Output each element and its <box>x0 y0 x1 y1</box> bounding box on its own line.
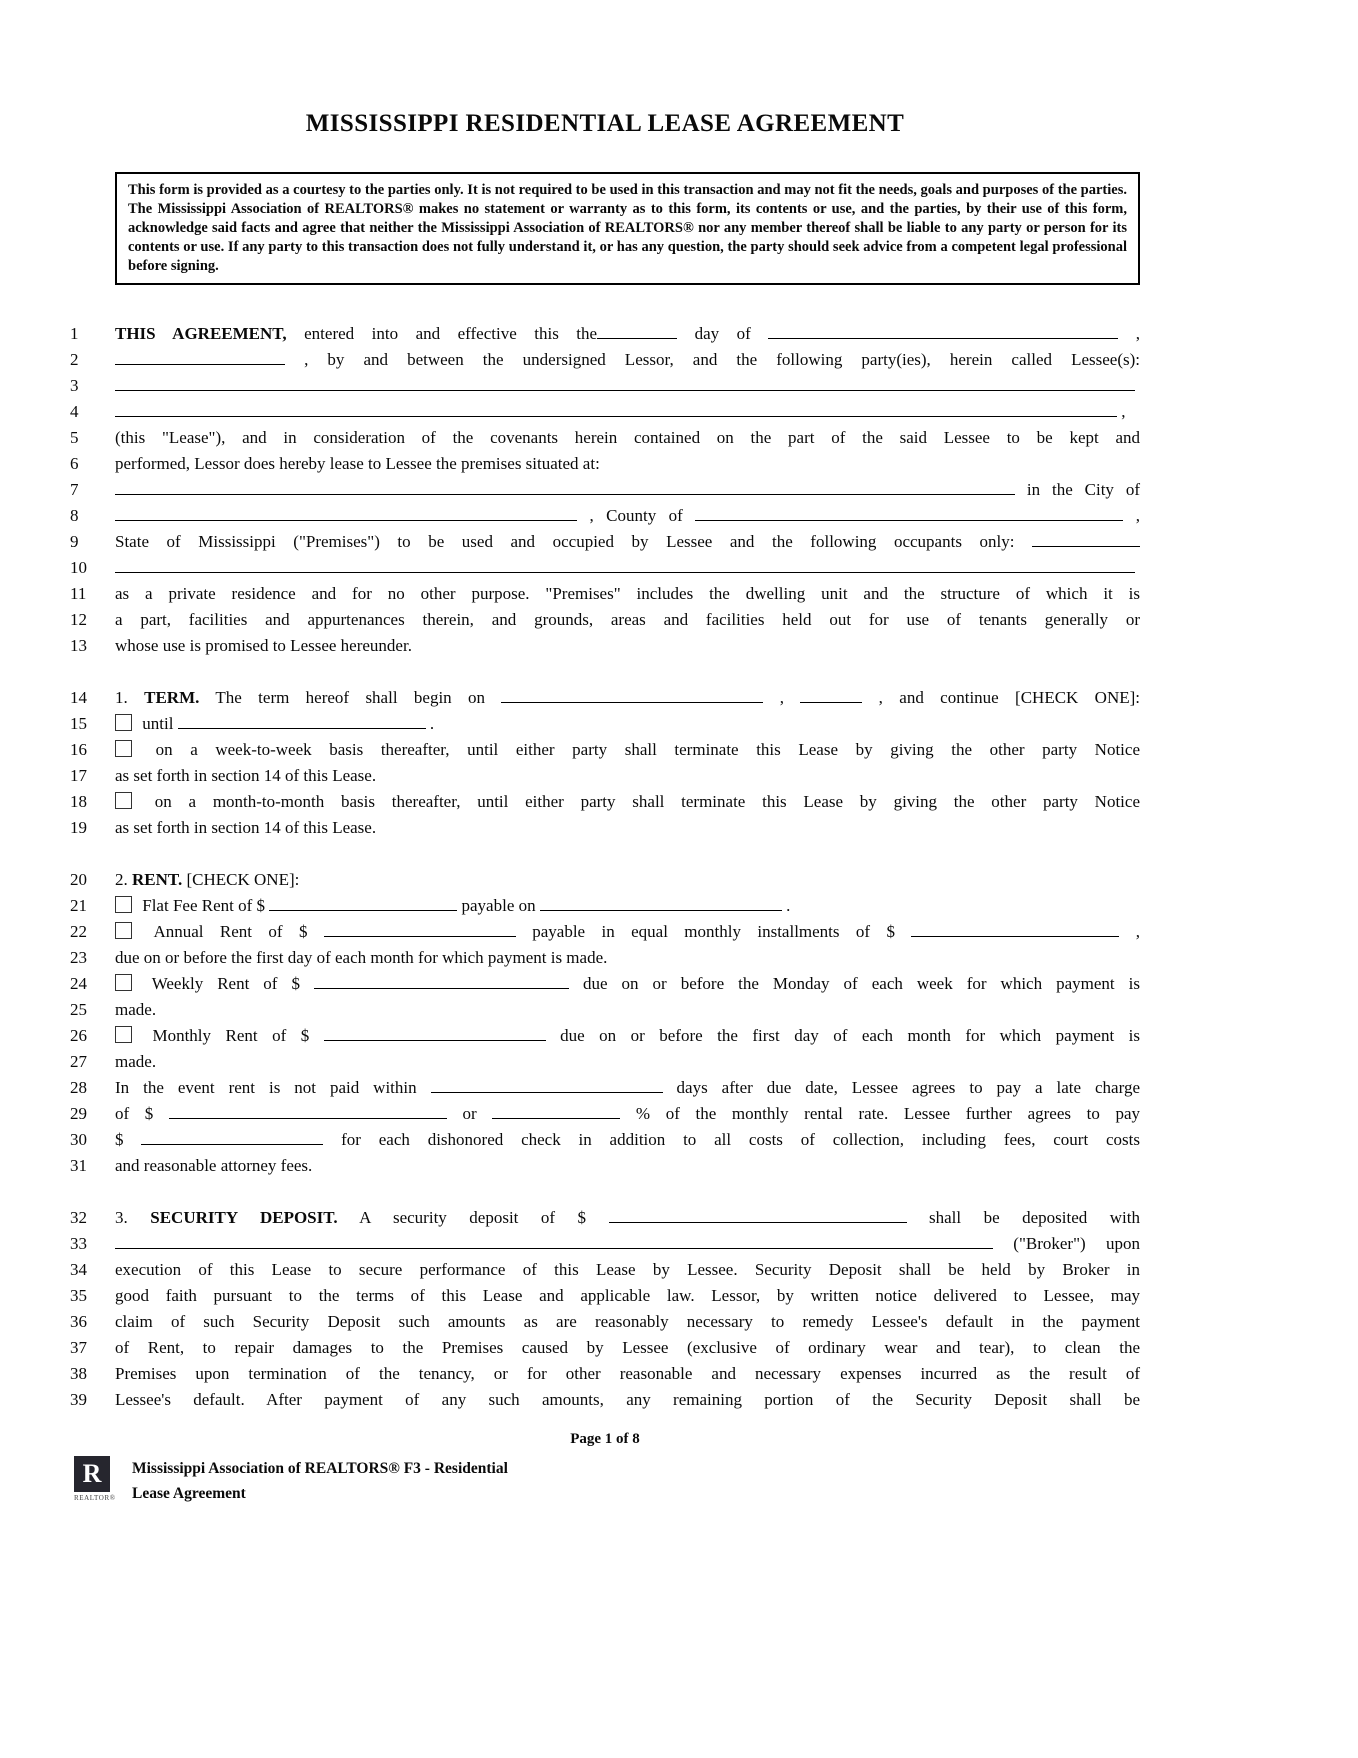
document-line <box>70 711 1140 737</box>
document-line <box>70 1361 1140 1387</box>
document-line <box>70 477 1140 503</box>
blank-field[interactable] <box>324 1026 546 1041</box>
line-text: $ <box>115 1130 142 1149</box>
line-text: THIS AGREEMENT, <box>115 324 287 343</box>
line-content <box>115 763 1140 789</box>
line-content <box>115 1231 1140 1257</box>
line-text: State of Mississippi ("Premises") to be used and occupied by Lessee and the following occupants only: <box>115 532 1032 551</box>
document-line <box>70 867 1140 893</box>
realtor-logo <box>74 1456 118 1502</box>
line-content <box>115 529 1140 555</box>
line-content <box>115 425 1140 451</box>
blank-field[interactable] <box>115 402 1117 417</box>
document-line <box>70 1205 1140 1231</box>
line-text: 2. <box>115 870 132 889</box>
checkbox[interactable] <box>115 974 132 991</box>
line-content <box>115 971 1140 997</box>
line-text: , <box>763 688 801 707</box>
checkbox[interactable] <box>115 896 132 913</box>
line-text: day of <box>677 324 769 343</box>
document-line <box>70 763 1140 789</box>
line-text: , <box>1118 324 1141 343</box>
line-text: shall be deposited with <box>906 1208 1141 1227</box>
line-number: 5 <box>70 428 79 447</box>
line-text: , and continue [CHECK ONE]: <box>862 688 1141 707</box>
line-number: 19 <box>70 818 87 837</box>
line-content <box>115 1309 1140 1335</box>
line-text: . <box>781 896 791 915</box>
line-text: TERM. <box>144 688 200 707</box>
line-number: 32 <box>70 1208 87 1227</box>
footer-brand <box>74 1456 1140 1506</box>
line-content <box>115 1075 1140 1101</box>
line-text: until <box>138 714 178 733</box>
blank-field[interactable] <box>492 1104 620 1119</box>
line-content <box>115 1361 1140 1387</box>
line-content <box>115 347 1140 373</box>
document-line <box>70 607 1140 633</box>
line-text: (this "Lease"), and in consideration of the covenants herein contained on the part of the said Lessee to be kept and <box>115 428 1140 447</box>
document-line <box>70 789 1140 815</box>
line-number: 11 <box>70 584 87 603</box>
line-number: 2 <box>70 350 79 369</box>
line-number: 15 <box>70 714 87 733</box>
line-content <box>115 373 1140 399</box>
line-number: 9 <box>70 532 79 551</box>
document-line <box>70 1023 1140 1049</box>
blank-field[interactable] <box>115 506 577 521</box>
line-text: , <box>1117 402 1126 421</box>
line-content <box>115 893 1140 919</box>
line-text: A security deposit of $ <box>337 1208 609 1227</box>
line-number: 33 <box>70 1234 87 1253</box>
line-content <box>115 451 1140 477</box>
line-text: payable on <box>457 896 540 915</box>
blank-field[interactable] <box>800 688 862 703</box>
line-content <box>115 1023 1140 1049</box>
line-content <box>115 607 1140 633</box>
line-number: 6 <box>70 454 79 473</box>
line-number: 17 <box>70 766 87 785</box>
blank-field[interactable] <box>431 1078 663 1093</box>
line-text: . <box>425 714 435 733</box>
document-line <box>70 1153 1140 1179</box>
line-number: 35 <box>70 1286 87 1305</box>
line-number: 21 <box>70 896 87 915</box>
document-line <box>70 1127 1140 1153</box>
line-number: 7 <box>70 480 79 499</box>
line-number: 4 <box>70 402 79 421</box>
document-line <box>70 1231 1140 1257</box>
line-content <box>115 1049 1140 1075</box>
document-line <box>70 997 1140 1023</box>
line-text: payable in equal monthly installments of $ <box>515 922 912 941</box>
line-content <box>115 633 1140 659</box>
line-text: ("Broker") upon <box>993 1234 1140 1253</box>
line-content <box>115 1335 1140 1361</box>
line-text: Flat Fee Rent of $ <box>138 896 270 915</box>
line-number: 28 <box>70 1078 87 1097</box>
line-content <box>115 1205 1140 1231</box>
line-number: 12 <box>70 610 87 629</box>
document-line <box>70 529 1140 555</box>
document-line <box>70 555 1140 581</box>
line-text: made. <box>115 1052 157 1071</box>
line-text: made. <box>115 1000 157 1019</box>
disclaimer-box <box>115 172 1140 285</box>
blank-field[interactable] <box>768 324 1118 339</box>
blank-field[interactable] <box>115 558 1135 573</box>
line-number: 31 <box>70 1156 87 1175</box>
line-text: of Rent, to repair damages to the Premises caused by Lessee (exclusive of ordinary wear and tear), to clean the <box>115 1338 1140 1357</box>
line-number: 1 <box>70 324 79 343</box>
line-number: 36 <box>70 1312 87 1331</box>
document-line <box>70 633 1140 659</box>
footer-brand-line1: Mississippi Association of REALTORS® F3 - Residential <box>132 1460 508 1477</box>
line-content <box>115 399 1140 425</box>
document-line <box>70 945 1140 971</box>
line-content <box>115 789 1140 815</box>
line-text: RENT. <box>132 870 183 889</box>
blank-field[interactable] <box>911 922 1119 937</box>
blank-field[interactable] <box>314 974 569 989</box>
document-line <box>70 893 1140 919</box>
document-line <box>70 737 1140 763</box>
line-number: 30 <box>70 1130 87 1149</box>
line-text: , County of <box>577 506 696 525</box>
line-text: The term hereof shall begin on <box>199 688 502 707</box>
line-number: 24 <box>70 974 87 993</box>
line-text: of $ <box>115 1104 169 1123</box>
line-content <box>115 685 1140 711</box>
blank-field[interactable] <box>169 1104 447 1119</box>
document-line <box>70 1257 1140 1283</box>
line-number: 14 <box>70 688 87 707</box>
document-line <box>70 1075 1140 1101</box>
footer-brand-line2: Lease Agreement <box>132 1485 246 1502</box>
document-line <box>70 321 1140 347</box>
blank-field[interactable] <box>540 896 782 911</box>
line-content <box>115 997 1140 1023</box>
line-content <box>115 1283 1140 1309</box>
checkbox[interactable] <box>115 714 132 731</box>
line-text: performed, Lessor does hereby lease to Lessee the premises situated at: <box>115 454 600 473</box>
line-text: SECURITY DEPOSIT. <box>150 1208 338 1227</box>
blank-field[interactable] <box>178 714 426 729</box>
line-content <box>115 581 1140 607</box>
line-number: 16 <box>70 740 87 759</box>
line-content <box>115 1101 1140 1127</box>
line-content <box>115 1257 1140 1283</box>
document-line <box>70 373 1140 399</box>
document-line <box>70 1309 1140 1335</box>
line-content <box>115 711 1140 737</box>
checkbox[interactable] <box>115 922 132 939</box>
line-text: execution of this Lease to secure performance of this Lease by Lessee. Security Deposit shall be held by Broker in <box>115 1260 1140 1279</box>
blank-field[interactable] <box>115 480 1015 495</box>
blank-field[interactable] <box>115 1234 993 1249</box>
blank-field[interactable] <box>501 688 763 703</box>
line-content <box>115 867 1140 893</box>
document-line <box>70 1101 1140 1127</box>
line-text: Premises upon termination of the tenancy, or for other reasonable and necessary expenses incurred as the result of <box>115 1364 1140 1383</box>
line-text: a part, facilities and appurtenances therein, and grounds, areas and facilities held out for use of tenants generally or <box>115 610 1140 629</box>
line-text: , by and between the undersigned Lessor, and the following party(ies), herein called Lessee(s): <box>285 350 1140 369</box>
document-line <box>70 919 1140 945</box>
line-number: 34 <box>70 1260 87 1279</box>
document-line <box>70 451 1140 477</box>
line-text: days after due date, Lessee agrees to pay a late charge <box>662 1078 1141 1097</box>
line-number: 18 <box>70 792 87 811</box>
line-content <box>115 555 1140 581</box>
line-text: [CHECK ONE]: <box>182 870 300 889</box>
document-lines <box>70 321 1140 1413</box>
line-text: whose use is promised to Lessee hereunder. <box>115 636 412 655</box>
line-number: 26 <box>70 1026 87 1045</box>
blank-field[interactable] <box>324 922 516 937</box>
document-line <box>70 1335 1140 1361</box>
line-number: 38 <box>70 1364 87 1383</box>
line-number: 13 <box>70 636 87 655</box>
line-text: in the City of <box>1015 480 1140 499</box>
document-line <box>70 685 1140 711</box>
line-text: Weekly Rent of $ <box>138 974 314 993</box>
document-line <box>70 1283 1140 1309</box>
line-content <box>115 321 1140 347</box>
line-content <box>115 919 1140 945</box>
document-line <box>70 347 1140 373</box>
blank-field[interactable] <box>115 350 285 365</box>
line-content <box>115 1127 1140 1153</box>
blank-field[interactable] <box>141 1130 323 1145</box>
blank-field[interactable] <box>695 506 1123 521</box>
document-line <box>70 399 1140 425</box>
line-text: and reasonable attorney fees. <box>115 1156 313 1175</box>
document-line <box>70 971 1140 997</box>
line-number: 20 <box>70 870 87 889</box>
checkbox[interactable] <box>115 1026 132 1043</box>
blank-field[interactable] <box>1032 532 1140 547</box>
footer-brand-text <box>132 1456 508 1506</box>
document-line <box>70 1049 1140 1075</box>
line-number: 10 <box>70 558 87 577</box>
line-content <box>115 737 1140 763</box>
line-number: 22 <box>70 922 87 941</box>
line-number: 8 <box>70 506 79 525</box>
line-text: entered into and effective this the <box>286 324 598 343</box>
line-text: In the event rent is not paid within <box>115 1078 431 1097</box>
line-number: 27 <box>70 1052 87 1071</box>
document-line <box>70 425 1140 451</box>
line-text: , <box>1119 922 1140 941</box>
line-text: or <box>446 1104 493 1123</box>
line-text: on a month-to-month basis thereafter, until either party shall terminate this Lease by giving the other party Notice <box>138 792 1140 811</box>
document-title: MISSISSIPPI RESIDENTIAL LEASE AGREEMENT <box>305 110 905 137</box>
line-text: % of the monthly rental rate. Lessee further agrees to pay <box>620 1104 1140 1123</box>
line-text: due on or before the Monday of each week for which payment is <box>568 974 1140 993</box>
line-content <box>115 815 1140 841</box>
line-number: 39 <box>70 1390 87 1409</box>
line-number: 29 <box>70 1104 87 1123</box>
line-content <box>115 503 1140 529</box>
line-text: due on or before the first day of each month for which payment is made. <box>115 948 608 967</box>
disclaimer-text: This form is provided as a courtesy to the parties only. It is not required to be used in this transaction and may not fit the needs, goals and purposes of the parties. The Mississippi Association of REALTORS® makes no statement or warranty as to this form, its contents or use, and the parties, by their use of this form, acknowledge said facts and agree that neither the Mississippi Association of REALTORS® nor any member thereof shall be liable to any party or person for its contents or use. If any party to this transaction does not fully understand it, or has any question, the party should seek advice from a competent legal professional before signing. <box>128 182 1127 274</box>
line-text: good faith pursuant to the terms of this Lease and applicable law. Lessor, by written notice delivered to Lessee, may <box>115 1286 1140 1305</box>
line-text: 3. <box>115 1208 151 1227</box>
line-content <box>115 945 1140 971</box>
line-number: 23 <box>70 948 87 967</box>
line-number: 25 <box>70 1000 87 1019</box>
line-text: due on or before the first day of each month for which payment is <box>545 1026 1140 1045</box>
line-content <box>115 477 1140 503</box>
blank-field[interactable] <box>609 1208 907 1223</box>
document-line <box>70 815 1140 841</box>
line-number: 37 <box>70 1338 87 1357</box>
line-text: for each dishonored check in addition to all costs of collection, including fees, court costs <box>323 1130 1140 1149</box>
line-content <box>115 1153 1140 1179</box>
line-text: , <box>1123 506 1140 525</box>
blank-field[interactable] <box>269 896 457 911</box>
checkbox[interactable] <box>115 792 132 809</box>
line-text: on a week-to-week basis thereafter, until either party shall terminate this Lease by giving the other party Notice <box>138 740 1140 759</box>
line-text: claim of such Security Deposit such amounts as are reasonably necessary to remedy Lessee's default in the payment <box>115 1312 1140 1331</box>
line-text: Lessee's default. After payment of any such amounts, any remaining portion of the Security Deposit shall be <box>115 1390 1140 1409</box>
line-text: Monthly Rent of $ <box>138 1026 324 1045</box>
document-line <box>70 1387 1140 1413</box>
document-line <box>70 503 1140 529</box>
blank-field[interactable] <box>597 324 677 339</box>
blank-field[interactable] <box>115 376 1135 391</box>
page-number: Page 1 of 8 <box>570 1431 640 1447</box>
document-line <box>70 581 1140 607</box>
line-text: 1. <box>115 688 145 707</box>
line-text: as a private residence and for no other purpose. "Premises" includes the dwelling unit and the structure of which it is <box>115 584 1140 603</box>
realtor-logo-caption: REALTOR® <box>74 1494 116 1502</box>
line-text: as set forth in section 14 of this Lease. <box>115 818 377 837</box>
realtor-logo-icon: R <box>74 1456 110 1492</box>
line-text: Annual Rent of $ <box>138 922 324 941</box>
checkbox[interactable] <box>115 740 132 757</box>
line-text: as set forth in section 14 of this Lease. <box>115 766 377 785</box>
line-number: 3 <box>70 376 79 395</box>
line-content <box>115 1387 1140 1413</box>
